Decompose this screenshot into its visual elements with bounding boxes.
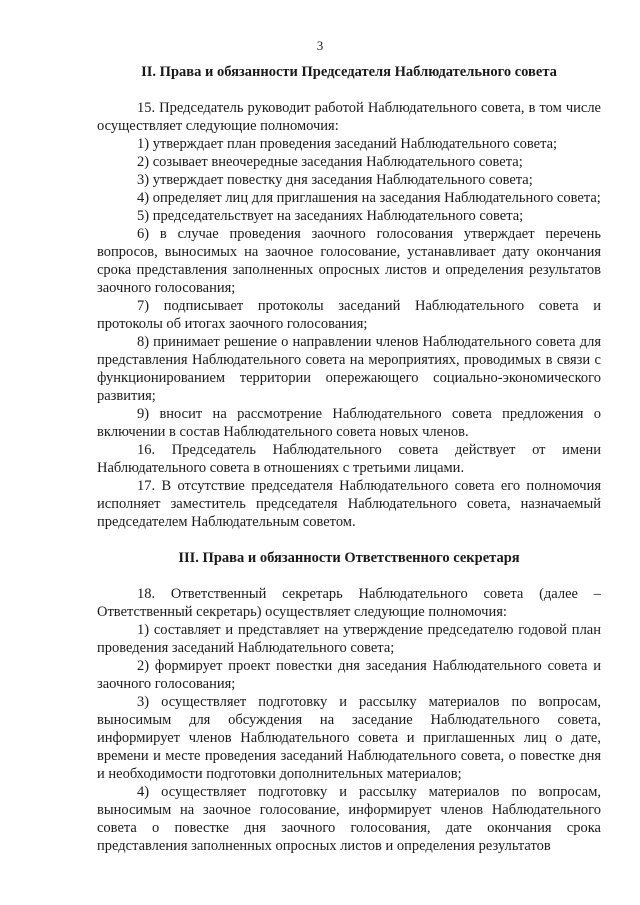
section-2-title: II. Права и обязанности Председателя Наблюдательного совета [141, 64, 557, 80]
paragraph: 1) составляет и представляет на утверждение председателю годовой план проведения заседаний Наблюдательного совета; [97, 622, 601, 656]
paragraph: 16. Председатель Наблюдательного совета действует от имени Наблюдательного совета в отношениях с третьими лицами. [97, 442, 601, 476]
paragraph: 9) вносит на рассмотрение Наблюдательного совета предложения о включении в состав Наблюдательного совета новых членов. [97, 406, 601, 440]
paragraph: 17. В отсутствие председателя Наблюдательного совета его полномочия исполняет заместитель председателя Наблюдательного совета, назначаемый председателем Наблюдательным советом. [97, 478, 601, 530]
section-3-title: III. Права и обязанности Ответственного секретаря [178, 550, 520, 566]
paragraph: 1) утверждает план проведения заседаний Наблюдательного совета; [137, 136, 558, 152]
page-number: 3 [316, 38, 324, 53]
paragraph: 3) осуществляет подготовку и рассылку материалов по вопросам, выносимым для обсуждения на заседание Наблюдательного совета, информирует членов Наблюдательного совета и приглашенных лиц о дате, времени и месте проведения заседаний Наблюдательного совета, о повестке дня и необходимости подготовки дополнительных материалов; [97, 694, 601, 782]
paragraph: 5) председательствует на заседаниях Наблюдательного совета; [137, 208, 524, 224]
paragraph: 4) определяет лиц для приглашения на заседания Наблюдательного совета; [137, 190, 601, 206]
document-body [97, 63, 601, 855]
paragraph: 4) осуществляет подготовку и рассылку материалов по вопросам, выносимым на заочное голосование, информирует членов Наблюдательного совета о повестке дня заочного голосования, дате окончания срока представления заполненных опросных листов и определения результатов [97, 784, 601, 854]
paragraph: 2) формирует проект повестки дня заседания Наблюдательного совета и заочного голосования; [97, 658, 601, 692]
paragraph: 6) в случае проведения заочного голосования утверждает перечень вопросов, выносимых на заочное голосование, устанавливает дату окончания срока представления заполненных опросных листов и определения результатов заочного голосования; [97, 226, 601, 296]
paragraph: 15. Председатель руководит работой Наблюдательного совета, в том числе осуществляет следующие полномочия: [97, 100, 601, 134]
paragraph: 8) принимает решение о направлении членов Наблюдательного совета для представления Наблюдательного совета на мероприятиях, проводимых в связи с функционированием территории опережающего социально-экономического развития; [97, 334, 601, 404]
paragraph: 2) созывает внеочередные заседания Наблюдательного совета; [137, 154, 523, 170]
paragraph: 18. Ответственный секретарь Наблюдательного совета (далее – Ответственный секретарь) осуществляет следующие полномочия: [97, 586, 601, 620]
paragraph: 3) утверждает повестку дня заседания Наблюдательного совета; [137, 172, 533, 188]
paragraph: 7) подписывает протоколы заседаний Наблюдательного совета и протоколы об итогах заочного голосования; [97, 298, 601, 332]
